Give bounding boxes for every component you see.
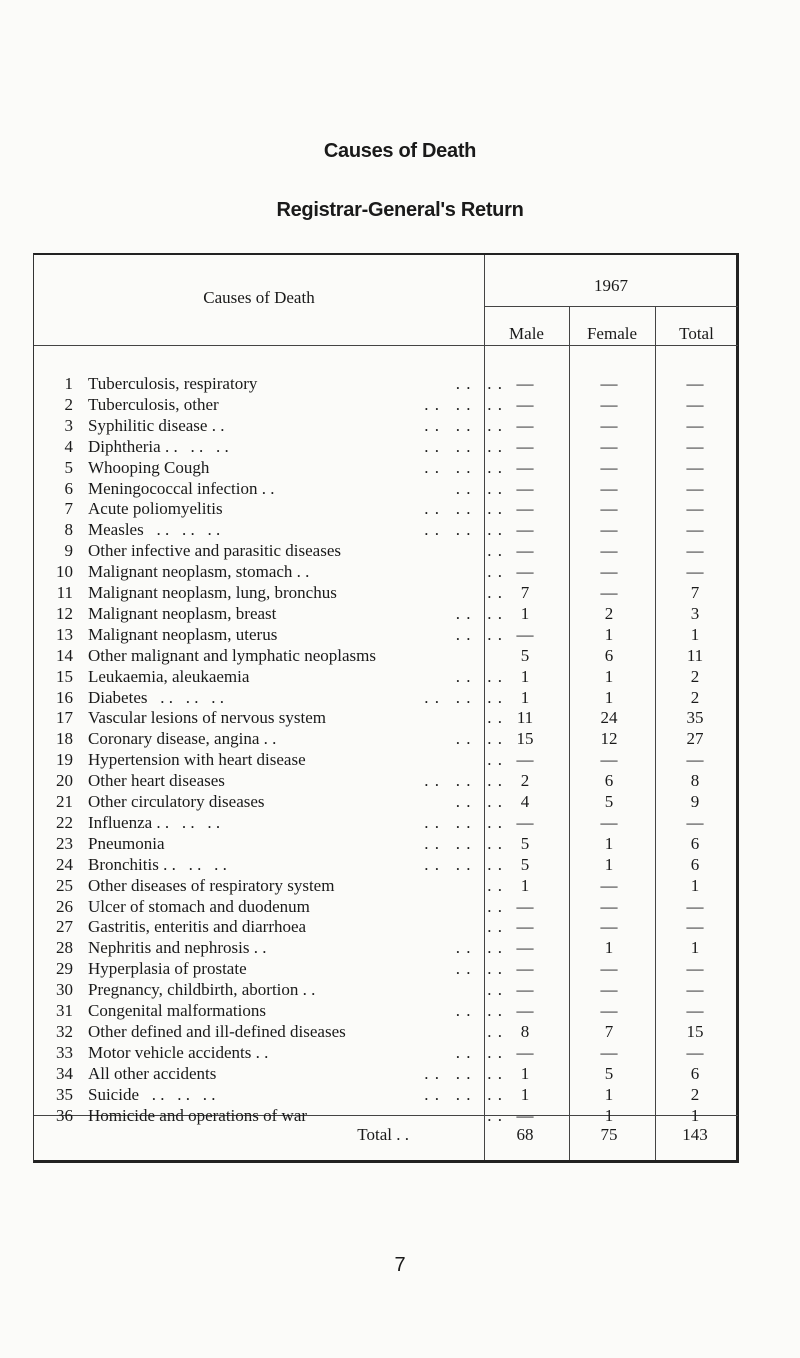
row-number: 29 — [56, 959, 73, 979]
row-number: 8 — [64, 520, 73, 540]
cause-label: Suicide . . . . . . — [88, 1084, 216, 1104]
table-row — [33, 1000, 739, 1021]
female-count: — — [600, 374, 618, 393]
female-count: 6 — [604, 645, 614, 665]
total-count: 1 — [690, 624, 700, 644]
page-number: 7 — [394, 1254, 406, 1276]
cause-label: Other circulatory diseases — [88, 792, 265, 811]
row-number: 33 — [56, 1042, 73, 1062]
total-count: 6 — [690, 833, 700, 853]
total-count: — — [686, 478, 704, 498]
table-row — [33, 436, 739, 457]
female-count: — — [600, 583, 618, 602]
cause-label: Leukaemia, aleukaemia — [88, 666, 250, 686]
cause-label: Malignant neoplasm, breast — [88, 603, 277, 623]
dot-leader: . . . . — [455, 374, 503, 393]
table-row — [33, 707, 739, 728]
row-number: 36 — [56, 1105, 73, 1125]
cause-label: Malignant neoplasm, lung, bronchus — [88, 583, 337, 602]
female-count: 6 — [604, 771, 614, 791]
table-row — [33, 478, 739, 499]
row-number: 17 — [56, 708, 73, 728]
dot-leader: . . . . . . — [424, 833, 503, 853]
total-count: — — [686, 415, 704, 435]
female-count: 5 — [604, 1063, 614, 1083]
male-count: 1 — [520, 666, 530, 686]
table-row — [33, 979, 739, 1000]
page-subtitle: Registrar-General's Return — [276, 199, 524, 221]
female-count: — — [600, 812, 618, 832]
row-number: 23 — [56, 833, 73, 853]
header-male: Male — [509, 324, 544, 343]
dot-leader: . . . . — [455, 1001, 503, 1020]
total-count: — — [686, 562, 704, 582]
divider — [484, 306, 738, 307]
row-number: 24 — [56, 854, 73, 874]
total-count: — — [686, 917, 704, 937]
female-count: — — [600, 750, 618, 770]
row-number: 30 — [56, 980, 73, 1000]
male-count: — — [516, 1001, 534, 1020]
dot-leader: . . . . . . — [424, 687, 503, 707]
male-count: — — [516, 624, 534, 644]
female-count: — — [600, 394, 618, 414]
total-count: 3 — [690, 603, 700, 623]
female-count: 5 — [604, 792, 614, 811]
row-number: 27 — [56, 917, 73, 937]
total-label: Total . . — [357, 1125, 409, 1144]
male-count: — — [516, 1042, 534, 1062]
cause-label: Gastritis, enteritis and diarrhoea — [88, 917, 307, 937]
row-number: 34 — [56, 1063, 73, 1083]
male-count: — — [516, 896, 534, 916]
female-count: 12 — [600, 729, 618, 749]
male-count: — — [516, 436, 534, 456]
dot-leader: . . . . — [455, 959, 503, 979]
male-count: — — [516, 1105, 534, 1125]
total-count: 11 — [686, 645, 704, 665]
dot-leader: . . — [487, 1105, 503, 1125]
female-count: 1 — [604, 854, 614, 874]
table-row — [33, 916, 739, 937]
cause-label: Other malignant and lymphatic neoplasms — [88, 645, 376, 665]
table-row — [33, 854, 739, 875]
table-row — [33, 415, 739, 436]
female-count: 1 — [604, 624, 614, 644]
total-male: 68 — [516, 1125, 534, 1144]
female-count: — — [600, 457, 618, 477]
male-count: 8 — [520, 1021, 530, 1041]
total-count: 2 — [690, 666, 700, 686]
table-row — [33, 603, 739, 624]
table-row — [33, 519, 739, 540]
female-count: — — [600, 520, 618, 540]
total-count: 1 — [690, 875, 700, 895]
cause-label: Pregnancy, childbirth, abortion . . — [88, 980, 316, 1000]
table-row — [33, 1021, 739, 1042]
male-count: 1 — [520, 875, 530, 895]
total-count: 6 — [690, 854, 700, 874]
male-count: 5 — [520, 854, 530, 874]
female-count: 1 — [604, 687, 614, 707]
male-count: 4 — [520, 792, 530, 811]
female-count: — — [600, 436, 618, 456]
row-number: 2 — [64, 394, 73, 414]
female-count: — — [600, 875, 618, 895]
dot-leader: . . . . — [455, 729, 503, 749]
female-count: 1 — [604, 833, 614, 853]
row-number: 5 — [64, 457, 73, 477]
dot-leader: . . . . . . — [424, 394, 503, 414]
dot-leader: . . . . . . — [424, 1063, 503, 1083]
table-row — [33, 666, 739, 687]
dot-leader: . . — [487, 562, 503, 582]
male-count: — — [516, 959, 534, 979]
female-count: 7 — [604, 1021, 614, 1041]
cause-label: Syphilitic disease . . — [88, 415, 225, 435]
dot-leader: . . . . — [455, 624, 503, 644]
male-count: 1 — [520, 687, 530, 707]
female-count: — — [600, 415, 618, 435]
dot-leader: . . . . . . — [424, 771, 503, 791]
cause-label: Vascular lesions of nervous system — [88, 708, 326, 728]
total-count: — — [686, 374, 704, 393]
table-row — [33, 896, 739, 917]
row-number: 3 — [64, 415, 73, 435]
male-count: — — [516, 938, 534, 958]
row-number: 19 — [56, 750, 73, 770]
total-count: — — [686, 812, 704, 832]
table-row — [33, 582, 739, 603]
row-number: 16 — [56, 687, 73, 707]
total-count: — — [686, 750, 704, 770]
female-count: 1 — [604, 1105, 614, 1125]
male-count: — — [516, 478, 534, 498]
table-row — [33, 1105, 739, 1126]
cause-label: Influenza . . . . . . — [88, 812, 221, 832]
table-row — [33, 645, 739, 666]
header-causes: Causes of Death — [203, 288, 315, 307]
total-count: 8 — [690, 771, 700, 791]
row-number: 10 — [56, 562, 73, 582]
total-female: 75 — [600, 1125, 618, 1144]
male-count: — — [516, 374, 534, 393]
cause-label: Motor vehicle accidents . . — [88, 1042, 269, 1062]
total-count: 9 — [690, 792, 700, 811]
male-count: — — [516, 917, 534, 937]
table-row — [33, 561, 739, 582]
row-number: 25 — [56, 875, 73, 895]
dot-leader: . . . . . . — [424, 520, 503, 540]
row-number: 14 — [56, 645, 73, 665]
row-number: 15 — [56, 666, 73, 686]
row-number: 13 — [56, 624, 73, 644]
row-number: 4 — [64, 436, 73, 456]
male-count: 7 — [520, 583, 530, 602]
row-number: 7 — [64, 499, 73, 519]
dot-leader: . . . . — [455, 666, 503, 686]
total-count: — — [686, 436, 704, 456]
row-number: 32 — [56, 1021, 73, 1041]
female-count: 24 — [600, 708, 618, 728]
total-count: 2 — [690, 1084, 700, 1104]
cause-label: Tuberculosis, respiratory — [88, 374, 258, 393]
dot-leader: . . . . — [455, 478, 503, 498]
dot-leader: . . — [487, 917, 503, 937]
total-count: 27 — [686, 729, 704, 749]
male-count: 11 — [516, 708, 534, 728]
table-row — [33, 958, 739, 979]
total-count: 35 — [686, 708, 704, 728]
male-count: 1 — [520, 1084, 530, 1104]
female-count: — — [600, 1042, 618, 1062]
header-year: 1967 — [594, 276, 628, 295]
dot-leader: . . . . — [455, 1042, 503, 1062]
row-number: 31 — [56, 1001, 73, 1020]
total-count: — — [686, 499, 704, 519]
total-count: — — [686, 394, 704, 414]
total-count: 2 — [690, 687, 700, 707]
dot-leader: . . . . — [455, 792, 503, 811]
table-row — [33, 728, 739, 749]
dot-leader: . . . . . . — [424, 415, 503, 435]
female-count: — — [600, 499, 618, 519]
female-count: — — [600, 980, 618, 1000]
total-count: — — [686, 896, 704, 916]
table-row — [33, 791, 739, 812]
row-number: 28 — [56, 938, 73, 958]
cause-label: Bronchitis . . . . . . — [88, 854, 227, 874]
male-count: — — [516, 499, 534, 519]
total-count: 1 — [690, 1105, 700, 1125]
dot-leader: . . . . . . — [424, 812, 503, 832]
total-count: 1 — [690, 938, 700, 958]
total-count: — — [686, 1042, 704, 1062]
male-count: — — [516, 457, 534, 477]
cause-label: Nephritis and nephrosis . . — [88, 938, 267, 958]
male-count: 15 — [516, 729, 534, 749]
cause-label: Other infective and parasitic diseases — [88, 541, 342, 561]
table-row — [33, 937, 739, 958]
male-count: — — [516, 980, 534, 1000]
row-number: 26 — [56, 896, 73, 916]
table-row — [33, 687, 739, 708]
male-count: 5 — [520, 645, 530, 665]
total-count: 6 — [690, 1063, 700, 1083]
divider — [34, 345, 738, 346]
table-row — [33, 394, 739, 415]
male-count: — — [516, 812, 534, 832]
dot-leader: . . . . . . — [424, 499, 503, 519]
cause-label: Whooping Cough — [88, 457, 210, 477]
row-number: 22 — [56, 812, 73, 832]
cause-label: Other heart diseases — [88, 771, 225, 791]
total-count: — — [686, 1001, 704, 1020]
table-row — [33, 749, 739, 770]
cause-label: Diphtheria . . . . . . — [88, 436, 229, 456]
female-count: — — [600, 478, 618, 498]
total-count: — — [686, 457, 704, 477]
table-row — [33, 498, 739, 519]
cause-label: Malignant neoplasm, stomach . . — [88, 562, 310, 582]
table-row — [33, 457, 739, 478]
total-count: 7 — [690, 583, 700, 602]
cause-label: Pneumonia — [88, 833, 165, 853]
table-row — [33, 1042, 739, 1063]
row-number: 12 — [56, 603, 73, 623]
dot-leader: . . — [487, 583, 503, 602]
cause-label: Other diseases of respiratory system — [88, 875, 335, 895]
table-row — [33, 1063, 739, 1084]
total-count: 15 — [686, 1021, 704, 1041]
dot-leader: . . . . . . — [424, 1084, 503, 1104]
female-count: — — [600, 917, 618, 937]
total-count: — — [686, 980, 704, 1000]
female-count: 1 — [604, 666, 614, 686]
total-total: 143 — [682, 1125, 708, 1144]
dot-leader: . . — [487, 750, 503, 770]
dot-leader: . . — [487, 708, 503, 728]
cause-label: Hypertension with heart disease — [88, 750, 306, 770]
female-count: 2 — [604, 603, 614, 623]
female-count: 1 — [604, 938, 614, 958]
dot-leader: . . — [487, 896, 503, 916]
row-number: 9 — [64, 541, 73, 561]
dot-leader: . . — [487, 875, 503, 895]
header-female: Female — [586, 324, 638, 343]
cause-label: Ulcer of stomach and duodenum — [88, 896, 310, 916]
total-count: — — [686, 541, 704, 561]
dot-leader: . . . . . . — [424, 457, 503, 477]
dot-leader: . . — [487, 980, 503, 1000]
male-count: — — [516, 520, 534, 540]
total-count: — — [686, 959, 704, 979]
row-number: 18 — [56, 729, 73, 749]
male-count: 1 — [520, 603, 530, 623]
table-row — [33, 833, 739, 854]
cause-label: Other defined and ill-defined diseases — [88, 1021, 346, 1041]
male-count: 2 — [520, 771, 530, 791]
table-row — [33, 770, 739, 791]
row-number: 21 — [56, 792, 73, 811]
cause-label: Malignant neoplasm, uterus — [88, 624, 278, 644]
female-count: — — [600, 562, 618, 582]
table-row — [33, 624, 739, 645]
row-number: 1 — [64, 374, 73, 393]
table-row — [33, 373, 739, 394]
cause-label: Hyperplasia of prostate — [88, 959, 247, 979]
dot-leader: . . . . . . — [424, 854, 503, 874]
dot-leader: . . — [487, 1021, 503, 1041]
cause-label: Meningococcal infection . . — [88, 478, 275, 498]
male-count: — — [516, 541, 534, 561]
total-row — [33, 1124, 739, 1145]
table-row — [33, 812, 739, 833]
female-count: 1 — [604, 1084, 614, 1104]
female-count: — — [600, 541, 618, 561]
cause-label: Tuberculosis, other — [88, 394, 219, 414]
male-count: — — [516, 750, 534, 770]
row-number: 6 — [64, 478, 73, 498]
cause-label: Homicide and operations of war — [88, 1105, 308, 1125]
male-count: — — [516, 394, 534, 414]
cause-label: All other accidents — [88, 1063, 217, 1083]
table-row — [33, 875, 739, 896]
header-total: Total — [679, 324, 714, 343]
female-count: — — [600, 1001, 618, 1020]
cause-label: Diabetes . . . . . . — [88, 687, 224, 707]
male-count: — — [516, 562, 534, 582]
male-count: 5 — [520, 833, 530, 853]
dot-leader: . . . . — [455, 938, 503, 958]
dot-leader: . . . . . . — [424, 436, 503, 456]
cause-label: Measles . . . . . . — [88, 520, 221, 540]
cause-label: Congenital malformations — [88, 1001, 266, 1020]
male-count: 1 — [520, 1063, 530, 1083]
cause-label: Acute poliomyelitis — [88, 499, 223, 519]
row-number: 20 — [56, 771, 73, 791]
row-number: 11 — [56, 583, 73, 602]
dot-leader: . . . . — [455, 603, 503, 623]
female-count: — — [600, 896, 618, 916]
dot-leader: . . — [487, 541, 503, 561]
page-title: Causes of Death — [323, 140, 477, 162]
male-count: — — [516, 415, 534, 435]
table-row — [33, 1084, 739, 1105]
table-row — [33, 540, 739, 561]
total-count: — — [686, 520, 704, 540]
row-number: 35 — [56, 1084, 73, 1104]
cause-label: Coronary disease, angina . . — [88, 729, 277, 749]
female-count: — — [600, 959, 618, 979]
